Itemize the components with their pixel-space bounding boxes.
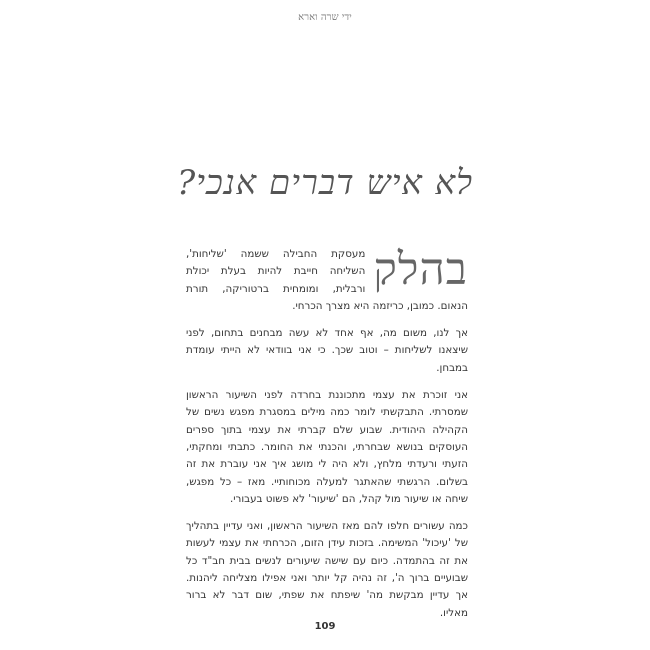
paragraph-1 (186, 246, 468, 315)
body-text (186, 246, 468, 632)
drop-cap: בהלק (373, 244, 468, 295)
page-number: 109 (314, 621, 336, 632)
paragraph-4: כמה עשורים חלפו להם מאז השיעור הראשון, ואני עדיין בתהליך של 'עיכול' המשימה. בזכות עידן הזום, הכרחתי את עצמי לעשות את זה בהתמדה. כיום עם שישה שיעורים לנשים בבית חב"ד כל שבועיים ברוך ה', זה נהיה קל יותר ואני אפילו מצליחה ליהנות. אך עדיין מבקשת מה' שיפתח את שפתי, שום דבר לא ברור מאליו. (186, 520, 468, 619)
running-header: ידי שרה וארא (298, 12, 352, 23)
paragraph-2: אך לנו, משום מה, אף אחד לא עשה מבחנים בתחום, לפני שיצאנו לשליחות – וטוב שכך. כי אני בוודאי לא הייתי עומדת במבחן. (186, 327, 468, 374)
paragraph-3: אני זוכרת את עצמי מתכוננת בחרדה לפני השיעור הראשון שמסרתי. התבקשתי לומר כמה מילים במסגרת מפגש נשים של הקהילה היהודית. שבוע שלם קברתי את עצמי בתוך ספרים העוסקים בנושא שבחרתי, והכנתי את החומר. כתבתי ומחקתי, הזעתי ורעדתי מלחץ, ולא היה לי מושג איך אני עוברת את זה בשלום. הרגשתי שהאתגר למעלה מכוחותיי. מאז – כל מפגש, שיחה או שיעור מול קהל, הם 'שיעור' לא פשוט בעבורי. (186, 389, 468, 505)
chapter-title: לא איש דברים אנכי? (176, 163, 474, 203)
paragraph-1-text: מעסקת החבילה ששמה 'שליחות', השליחה חייבת להיות בעלת יכולת ורבלית, ומומחית ברטוריקה, תורת הנאום. כמובן, כריזמה היא מצרך הכרחי. (186, 248, 468, 312)
